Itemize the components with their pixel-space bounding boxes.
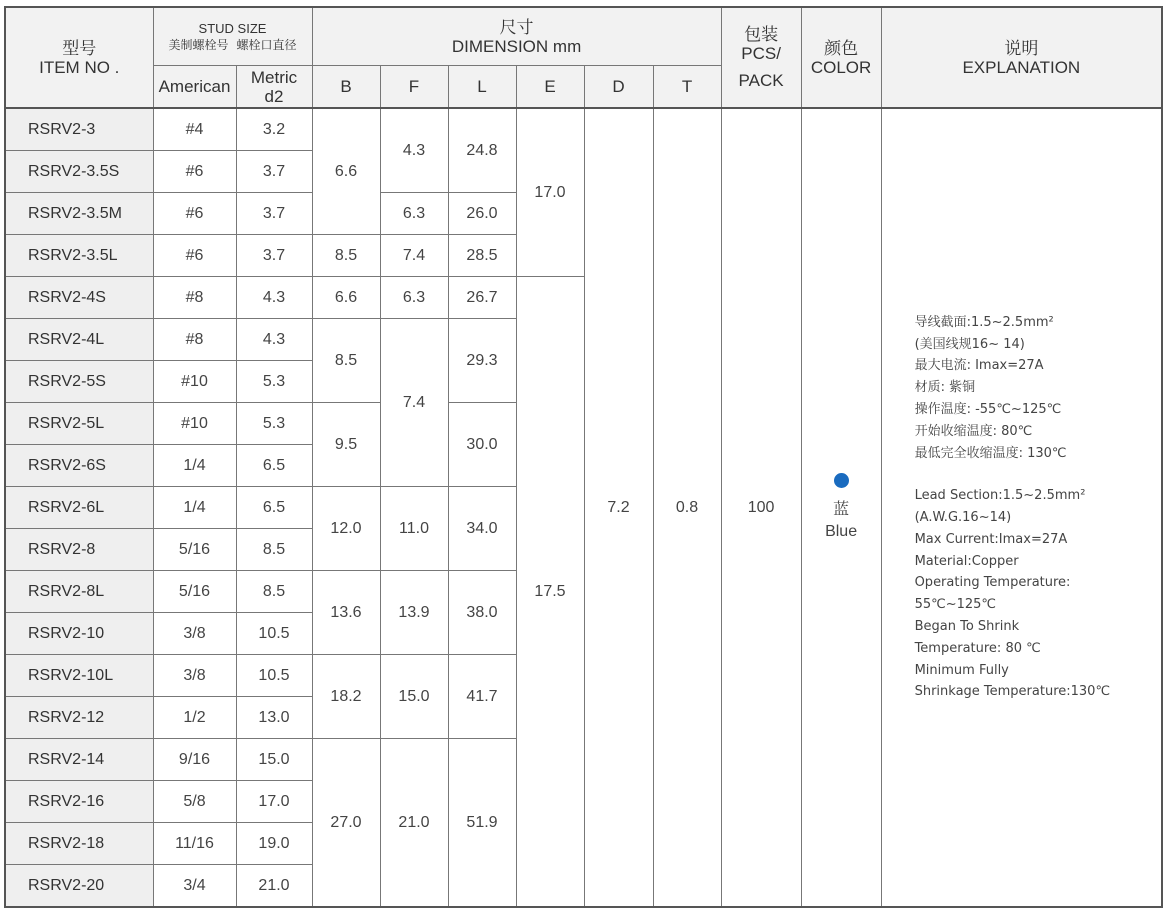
header-color-cn: 颜色 [824,38,859,58]
header-pack-line2: PACK [738,71,784,90]
f-cell: 21.0 [380,739,448,908]
header-color-en: COLOR [810,57,872,77]
header-expl-en: EXPLANATION [962,57,1081,77]
american-cell: 3/8 [153,613,236,655]
metric-cell: 6.5 [236,445,312,487]
header-expl-cn: 说明 [1004,38,1039,58]
header-dim-t: T [653,66,721,109]
header-dimension-en: DIMENSION mm [451,36,582,56]
header-dim-d: D [584,66,653,109]
american-cell: #8 [153,319,236,361]
header-pack-cn: 包装 [744,25,779,44]
f-cell: 7.4 [380,235,448,277]
header-dimension [312,7,721,66]
explanation-line: Temperature: 80 ℃ [914,640,1041,656]
explanation-line: 最大电流: Imax=27A [914,358,1044,374]
l-cell: 24.8 [448,108,516,193]
header-metric-line1: Metric [250,67,298,87]
spec-table [4,6,1163,908]
b-cell: 12.0 [312,487,380,571]
american-cell: #6 [153,193,236,235]
american-cell: #10 [153,403,236,445]
explanation-line: Began To Shrink [914,619,1020,635]
header-stud-american-cn: 美制螺栓号 [168,37,229,52]
metric-cell: 21.0 [236,865,312,908]
item-no-cell: RSRV2-10L [5,655,153,697]
b-cell: 8.5 [312,235,380,277]
metric-cell: 19.0 [236,823,312,865]
explanation-line: 开始收缩温度: 80℃ [914,423,1033,439]
color-cell [801,108,881,907]
b-cell: 13.6 [312,571,380,655]
color-name-cn: 蓝 [833,500,850,518]
header-dimension-cn: 尺寸 [499,17,534,37]
item-no-cell: RSRV2-3.5L [5,235,153,277]
header-pack-line1: PCS/ [741,44,781,63]
metric-cell: 15.0 [236,739,312,781]
f-cell: 13.9 [380,571,448,655]
item-no-cell: RSRV2-14 [5,739,153,781]
header-stud-size-label: STUD SIZE [198,20,267,36]
header-metric [236,66,312,109]
item-no-cell: RSRV2-20 [5,865,153,908]
header-stud-size [153,7,312,66]
item-no-cell: RSRV2-4L [5,319,153,361]
american-cell: #6 [153,235,236,277]
metric-cell: 8.5 [236,529,312,571]
table-row [5,108,1162,151]
metric-cell: 17.0 [236,781,312,823]
header-item-en: ITEM NO . [39,57,120,77]
explanation-line: 最低完全收缩温度: 130℃ [914,445,1067,461]
metric-cell: 8.5 [236,571,312,613]
f-cell: 15.0 [380,655,448,739]
american-cell: 5/16 [153,571,236,613]
header-item-cn: 型号 [62,38,97,58]
american-cell: 9/16 [153,739,236,781]
item-no-cell: RSRV2-3.5S [5,151,153,193]
explanation-cell [881,108,1162,907]
l-cell: 29.3 [448,319,516,403]
item-no-cell: RSRV2-3.5M [5,193,153,235]
metric-cell: 5.3 [236,361,312,403]
american-cell: #6 [153,151,236,193]
b-cell: 6.6 [312,277,380,319]
header-dim-l: L [448,66,516,109]
f-cell: 6.3 [380,277,448,319]
item-no-cell: RSRV2-6S [5,445,153,487]
item-no-cell: RSRV2-4S [5,277,153,319]
explanation-line: Shrinkage Temperature:130℃ [914,684,1111,700]
american-cell: #10 [153,361,236,403]
f-cell: 11.0 [380,487,448,571]
item-no-cell: RSRV2-8L [5,571,153,613]
metric-cell: 5.3 [236,403,312,445]
american-cell: 11/16 [153,823,236,865]
explanation-line: 操作温度: -55℃~125℃ [914,401,1062,417]
l-cell: 26.0 [448,193,516,235]
item-no-cell: RSRV2-16 [5,781,153,823]
header-stud-metric-cn: 螺栓口直径 [236,37,297,52]
item-no-cell: RSRV2-12 [5,697,153,739]
explanation-line: 材质: 紫铜 [914,380,976,396]
header-dim-f: F [380,66,448,109]
american-cell: 3/8 [153,655,236,697]
american-cell: 5/8 [153,781,236,823]
l-cell: 30.0 [448,403,516,487]
explanation-line: Lead Section:1.5~2.5mm² [914,488,1086,504]
metric-cell: 3.2 [236,108,312,151]
f-cell: 4.3 [380,108,448,193]
item-no-cell: RSRV2-3 [5,108,153,151]
l-cell: 28.5 [448,235,516,277]
american-cell: 1/4 [153,487,236,529]
explanation-line: Max Current:Imax=27A [914,531,1068,547]
explanation-line: 导线截面:1.5~2.5mm² [914,314,1054,330]
b-cell: 18.2 [312,655,380,739]
explanation-line: Operating Temperature: [914,575,1071,591]
metric-cell: 4.3 [236,277,312,319]
american-cell: 5/16 [153,529,236,571]
explanation-line: (A.W.G.16~14) [914,510,1012,526]
item-no-cell: RSRV2-5L [5,403,153,445]
explanation-line: Minimum Fully [914,662,1009,678]
pack-cell: 100 [721,108,801,907]
b-cell: 27.0 [312,739,380,908]
metric-cell: 10.5 [236,613,312,655]
metric-cell: 3.7 [236,235,312,277]
metric-cell: 4.3 [236,319,312,361]
american-cell: #4 [153,108,236,151]
metric-cell: 6.5 [236,487,312,529]
american-cell: 3/4 [153,865,236,908]
header-pack [721,7,801,108]
item-no-cell: RSRV2-10 [5,613,153,655]
header-american: American [153,66,236,109]
f-cell: 6.3 [380,193,448,235]
metric-cell: 3.7 [236,151,312,193]
l-cell: 34.0 [448,487,516,571]
e-cell: 17.5 [516,277,584,908]
american-cell: 1/4 [153,445,236,487]
metric-cell: 10.5 [236,655,312,697]
explanation-line: 55℃~125℃ [914,597,997,613]
explanation-line: Material:Copper [914,553,1019,569]
explanation-line: (美国线规16~ 14) [914,336,1025,352]
b-cell: 9.5 [312,403,380,487]
l-cell: 51.9 [448,739,516,908]
l-cell: 38.0 [448,571,516,655]
color-name-en: Blue [825,522,858,540]
l-cell: 41.7 [448,655,516,739]
american-cell: #8 [153,277,236,319]
item-no-cell: RSRV2-18 [5,823,153,865]
item-no-cell: RSRV2-8 [5,529,153,571]
t-cell: 0.8 [653,108,721,907]
color-swatch [834,473,849,488]
header-dim-b: B [312,66,380,109]
header-metric-line2: d2 [264,86,284,106]
metric-cell: 3.7 [236,193,312,235]
american-cell: 1/2 [153,697,236,739]
b-cell: 8.5 [312,319,380,403]
header-explanation [881,7,1162,108]
item-no-cell: RSRV2-6L [5,487,153,529]
e-cell: 17.0 [516,108,584,277]
metric-cell: 13.0 [236,697,312,739]
f-cell: 7.4 [380,319,448,487]
l-cell: 26.7 [448,277,516,319]
item-no-cell: RSRV2-5S [5,361,153,403]
b-cell: 6.6 [312,108,380,235]
header-color [801,7,881,108]
d-cell: 7.2 [584,108,653,907]
header-item-no [5,7,153,108]
header-dim-e: E [516,66,584,109]
